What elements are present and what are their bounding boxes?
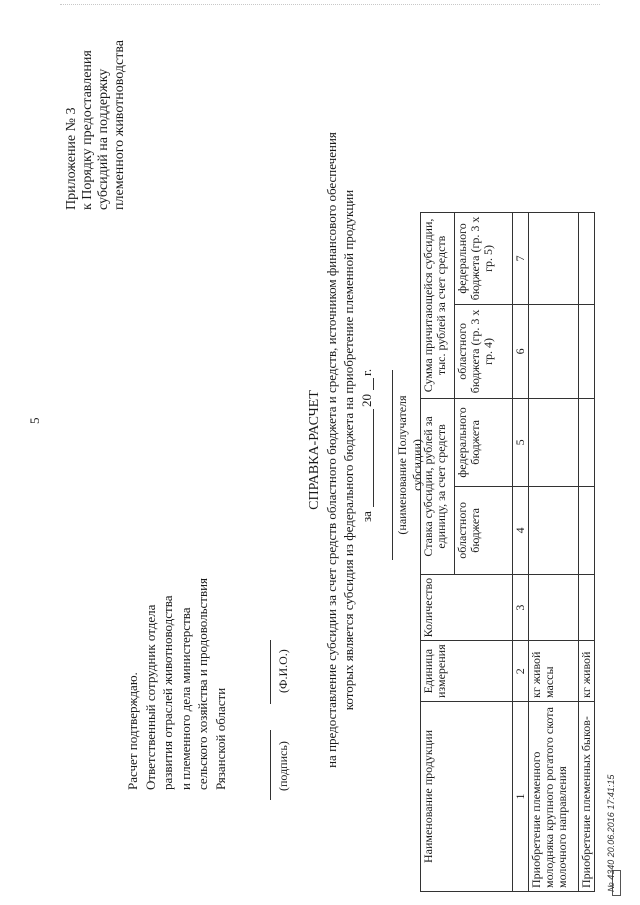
name-caption: (Ф.И.О.): [276, 649, 290, 693]
approval-line: Расчет подтверждаю.: [125, 672, 140, 790]
column-number: 3: [513, 574, 529, 640]
product-name-cell: Приобретение племенного молодняка крупного рогатого скота молочного направления: [529, 702, 579, 892]
unit-cell: кг живой: [579, 641, 595, 702]
subsidy-table: [420, 212, 595, 892]
document-title: СПРАВКА-РАСЧЕТ: [307, 390, 322, 510]
table-row: [529, 212, 579, 891]
appendix-block: [64, 40, 128, 210]
approval-line: Ответственный сотрудник отдела: [142, 604, 158, 790]
amount-regional-cell: [579, 304, 595, 398]
period-blank: [373, 409, 374, 507]
subtitle-line: на предоставление субсидии за счет средств областного бюджета и средств, источником финансового обеспечения: [324, 132, 339, 768]
header-amount-federal: федерального бюджета (гр. 3 х гр. 5): [455, 212, 513, 304]
column-number-row: [513, 212, 529, 891]
column-number: 1: [513, 702, 529, 892]
page-number: 5: [27, 417, 42, 424]
header-rate-regional: областного бюджета: [455, 486, 513, 574]
appendix-line: к Порядку предоставления: [80, 50, 95, 210]
product-name-cell: Приобретение племенных быков-: [579, 702, 595, 892]
amount-federal-cell: [579, 212, 595, 304]
signature-line: [270, 730, 271, 800]
quantity-cell: [529, 574, 579, 640]
rate-federal-cell: [579, 398, 595, 486]
header-amount-regional: областного бюджета (гр. 3 х гр. 4): [455, 304, 513, 398]
approval-line: и племенного дела министерства: [177, 607, 193, 790]
document-footer: № 4340 20.06.2016 17:41:15: [606, 774, 616, 892]
approval-block: [124, 578, 230, 790]
recipient-caption: (наименование Получателя субсидии): [395, 395, 424, 535]
unit-cell: кг живой массы: [529, 641, 579, 702]
approval-line: Рязанской области: [212, 687, 228, 790]
header-product-name: Наименование продукции: [421, 702, 513, 892]
rate-regional-cell: [579, 486, 595, 574]
column-number: 2: [513, 641, 529, 702]
header-quantity: Количество: [421, 574, 513, 640]
column-number: 7: [513, 212, 529, 304]
year-suffix: г.: [359, 368, 374, 376]
quantity-cell: [579, 574, 595, 640]
approval-line: сельского хозяйства и продовольствия: [195, 577, 211, 790]
approval-line: развития отраслей животноводства: [160, 595, 176, 790]
header-rate-federal: федерального бюджета: [455, 398, 513, 486]
appendix-line: субсидий на поддержку: [96, 68, 111, 210]
column-number: 5: [513, 398, 529, 486]
document-sheet: [20, 0, 620, 900]
appendix-line: племенного животноводства: [112, 40, 127, 210]
rate-regional-cell: [529, 486, 579, 574]
period-prefix: за: [359, 511, 374, 522]
year-prefix: 20: [359, 394, 374, 407]
rate-federal-cell: [529, 398, 579, 486]
name-line: [270, 640, 271, 704]
amount-regional-cell: [529, 304, 579, 398]
header-unit: Единица измерения: [421, 641, 513, 702]
table-row: [579, 212, 595, 891]
column-number: 6: [513, 304, 529, 398]
column-number: 4: [513, 486, 529, 574]
header-rate: Ставка субсидии, рублей за единицу, за счет средств: [421, 398, 455, 574]
amount-federal-cell: [529, 212, 579, 304]
recipient-line: [392, 370, 393, 560]
appendix-line: Приложение № 3: [64, 107, 79, 210]
subtitle-line: которых является субсидия из федерального бюджета на приобретение племенной продукции: [341, 189, 356, 711]
signature-caption: (подпись): [276, 741, 290, 791]
year-blank: [373, 378, 374, 390]
header-amount: Сумма причитающейся субсидии, тыс. рублей за счет средств: [421, 212, 455, 398]
